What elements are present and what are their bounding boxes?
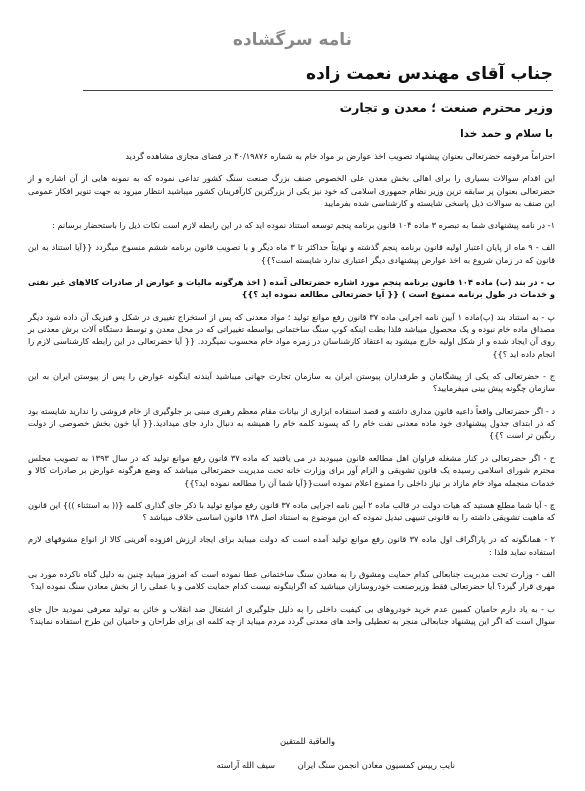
paragraph-point-1g: چ - آیا شما مطلع هستید که هیات دولت در قالب ماده ۲ آیین نامه اجرایی ماده ۳۷ قانون رفع موانع تولید با ذکر جای گذاری کلمه {(( به استثناء ))} این قانون که ماهیت تشویقی داشته را به قانونی تنبیهی تبدیل نموده که این موضوع به استناد اصل ۱۳۸ قانون اساسی خلاف میباشد ؟	[28, 499, 555, 523]
paragraph-point-1c: پ - به استناد بند (پ)ماده ۱ آیین نامه اجرایی ماده ۳۷ قانون رفع موانع تولید ؛ مواد معدنی که پس از استخراج تغییری در شکل و فیزیک آن داده شود دیگر مصداق ماده خام نبوده و یک محصول میباشد فلذا بطت اینکه کوپ سنگ ساختمانی بواسطه تغییراتی که در محل معدن و توسط دستگاه آلات برش معدنی بر روی آن ایجاد شده و از شکل اولیه خارج میشود به اعتقاد کارشناسان در زمره مواد خام محسوب نمیگردد. {{ آیا حضرتعالی در این رابطه کارشناسی لازم را انجام داده اید ؟}}	[28, 311, 555, 359]
paragraph-point-1e: د - اگر حضرتعالی واقعاً داعیه قانون مداری داشته و قصد استفاده ابزاری از بیانات مقام معظم رهبری مبنی بر جلوگیری از خام فروشی را ندارید شایسته بود که در ابتدای جدول پیشنهادی خود ماده معدنی نفت خام را که پسوند کلمه خام را همیشه به دنبال دارد جای میدادید.{{ آیا خون بخش خصوصی از دولت رنگین تر است ؟}}	[28, 405, 555, 441]
signature-position: نایب رییس کمسیون معادن انجمن سنگ ایران	[297, 760, 455, 770]
paragraph-point-1b: ب - در بند (ب) ماده ۱۰۴ قانون برنامه پنجم مورد اشاره حضرتعالی آمده ( اخذ هرگونه مالیات و عوارض از صادرات کالاهای غیر نفتی و خدمات در طول برنامه ممنوع است ) {{ آیا حضرتعالی مطالعه نموده اید ؟}}	[28, 277, 555, 300]
paragraph-point-2a: الف - وزارت تحت مدیریت جنابعالی کدام حمایت ومشوق را به معادن سنگ ساختمانی عطا نموده است که امروز میباید چنین به دلیل گناه ناکرده مورد بی مهری قرار گیرد؟ آیا حضرتعالی فقط وزیرصنعت خودروسازان میباشید که اگراینگونه نیست کدام حمایت کلامی و یا عملی را از بخش معادن سنگ نموده اید؟	[28, 568, 555, 592]
document-title: نامه سرگشاده	[232, 30, 353, 50]
paragraph-context: این اقدام سوالات بسیاری را برای اهالی بخش معدن علی الخصوص صنف بزرگ صنعت سنگ کشور تداعی نموده که به نمونه هایی از آن اشاره و از حضرتعالی بعنوان پر سابقه ترین وزیر نظام جمهوری اسلامی که خود نیز یکی از بزرگترین کارآفرینان کشور میباشید انتظار میرود به جهت تنویر افکار عمومی این صنف به سوالات ذیل پاسخی شایسته و کارشناسی شده بفرمایید	[28, 173, 555, 209]
ministry-subheading: وزیر محترم صنعت ؛ معدن و تجارت	[339, 100, 553, 115]
addressee-heading: جناب آقای مهندس نعمت زاده	[306, 64, 553, 84]
closing-line: والعاقبة للمتقین	[279, 736, 335, 746]
paragraph-point-1: ۱- در نامه پیشنهادی شما به تبصره ۳ ماده ۱۰۴ قانون برنامه پنجم توسعه استناد نموده اید که در این رابطه لازم است نکات ذیل را باستحضار برسانم :	[52, 220, 555, 231]
greeting-line: با سلام و حمد خدا	[460, 128, 553, 140]
paragraph-point-1d: ج - حضرتعالی که یکی از پیشگامان و طرفداران پیوستن ایران به سازمان تجارت جهانی میباشید آیندنه اینگونه عوارض را پس از پیوستن ایران به این سازمان چگونه پیش بینی میفرمایید؟	[28, 371, 555, 394]
signature-name: سیف الله آراسته	[216, 760, 275, 770]
paragraph-point-2b: ب - به یاد دارم حامیان کمبین عدم خرید خودروهای بی کیفیت داخلی را به دلیل جلوگیری از اشتغال ضد انقلاب و خائن به تولید معرفی نمودید حال جای سوال است که اگر این پیشنهاد جنابعالی منجر به تعطیلی واحد های معدنی گردد مردم میباید از چه کلمه ای برای طراحان و حامیان این طرح استفاده نمایند؟	[28, 603, 555, 626]
heading-divider	[83, 90, 553, 91]
paragraph-intro: احتراماً مرقومه حضرتعالی بعنوان پیشنهاد تصویب اخذ عوارض بر مواد خام به شماره ۴۰/۱۹۸۷۶ در فضای مجازی مشاهده گردید	[125, 151, 555, 161]
paragraph-point-2: ۲ - همانگونه که در پاراگراف اول ماده ۳۷ قانون رفع موانع تولید آمده است که دولت میباید برای ایجاد ارزش افزوده آفرینی کالا از انواع مشوقهای لازم استفاده نماید فلذا :	[28, 534, 555, 557]
paragraph-point-1f: ح - اگر حضرتعالی در کنار مشغله فراوان اهل مطالعه قانون میبودید در می یافتید که ماده ۳۷ قانون رفع موانع تولید که در سال ۱۳۹۳ به تصویب مجلس محترم شورای اسلامی رسیده یک قانون تشویقی و الزام آور برای وزارت خانه تحت مدیریت حضرتعالی میباشد که وضع هرگونه عوارض بر صادرات کالا و خدمات منجمله مواد خام مازاد بر نیاز داخلی را ممنوع اعلام نموده است{{آیا شما آن را مطالعه نموده اید؟}}	[28, 452, 555, 488]
paragraph-point-1a: الف - ۹ ماه از پایان اعتبار اولیه قانون برنامه پنجم گذشته و نهایتاً حداکثر تا ۳ ماه دیگر و با تصویب قانون برنامه ششم منسوخ میگردد {{آیا استناد به این قانون که در زمان شروع به اخذ عوارض پیشنهادی دیگر اعتباری ندارد شایسته است؟}}	[28, 242, 555, 265]
letter-body	[28, 150, 555, 637]
